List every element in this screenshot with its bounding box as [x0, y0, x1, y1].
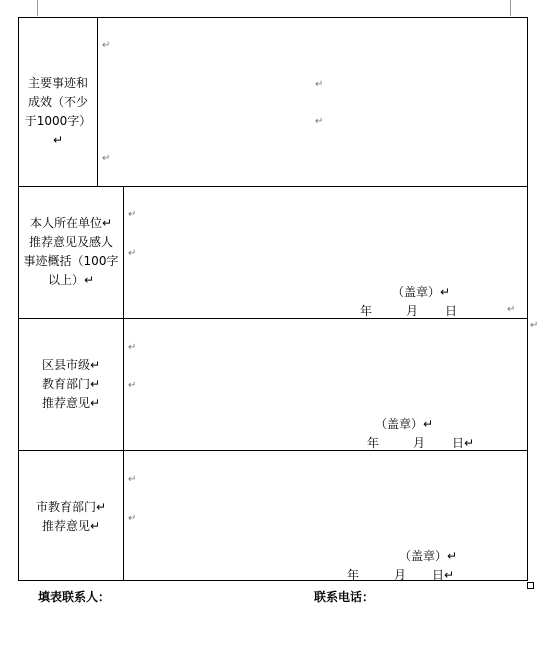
paragraph-mark: ↵ — [102, 40, 111, 51]
label-line: 主要事迹和 — [27, 76, 88, 90]
seal-text: （盖章）↵ — [375, 417, 434, 431]
column-separator — [97, 17, 98, 187]
label-line: 推荐意见↵ — [41, 396, 101, 410]
table-border-right — [527, 17, 528, 581]
column-separator — [123, 186, 124, 581]
margin-corner-right — [510, 0, 511, 16]
row-label — [20, 214, 122, 290]
label-line: 区县市级↵ — [41, 358, 101, 372]
paragraph-mark: ↵ — [315, 79, 324, 90]
label-line: 以上）↵ — [47, 273, 95, 287]
row-label — [20, 74, 96, 150]
label-line: 成效（不少 — [27, 95, 88, 109]
paragraph-mark: ↵ — [128, 342, 137, 353]
date-day: 日 — [445, 304, 458, 318]
label-line: 于1000字）↵ — [24, 114, 92, 147]
paragraph-mark: ↵ — [102, 153, 111, 164]
date-year: 年 — [360, 304, 373, 318]
paragraph-mark: ↵ — [530, 320, 539, 331]
row-separator — [18, 186, 528, 187]
table-border-left — [18, 17, 19, 581]
paragraph-mark: ↵ — [128, 209, 137, 220]
paragraph-mark: ↵ — [315, 116, 324, 127]
contact-person-label: 填表联系人： — [38, 590, 111, 604]
paragraph-mark: ↵ — [128, 248, 137, 259]
seal-text: （盖章）↵ — [392, 285, 451, 299]
paragraph-mark: ↵ — [128, 513, 137, 524]
date-day: 日↵ — [452, 436, 475, 450]
label-line: 推荐意见及感人 — [28, 235, 113, 249]
label-line: 本人所在单位↵ — [29, 216, 113, 230]
date-month: 月 — [406, 304, 419, 318]
date-year: 年 — [367, 436, 380, 450]
table-border-top — [18, 17, 528, 18]
contact-phone-label: 联系电话： — [314, 590, 375, 604]
label-line: 推荐意见↵ — [41, 519, 101, 533]
row-label — [20, 498, 122, 536]
date-month: 月 — [394, 568, 407, 582]
date-month: 月 — [413, 436, 426, 450]
date-year: 年 — [347, 568, 360, 582]
row-label — [20, 356, 122, 413]
label-line: 市教育部门↵ — [35, 500, 107, 514]
paragraph-mark: ↵ — [507, 304, 516, 315]
paragraph-mark: ↵ — [128, 474, 137, 485]
label-line: 教育部门↵ — [41, 377, 101, 391]
label-line: 事迹概括（100字 — [23, 254, 119, 268]
date-day: 日↵ — [432, 568, 455, 582]
seal-text: （盖章）↵ — [399, 549, 458, 563]
margin-corner-left — [37, 0, 38, 16]
paragraph-mark: ↵ — [128, 380, 137, 391]
table-resize-handle[interactable] — [527, 582, 534, 589]
